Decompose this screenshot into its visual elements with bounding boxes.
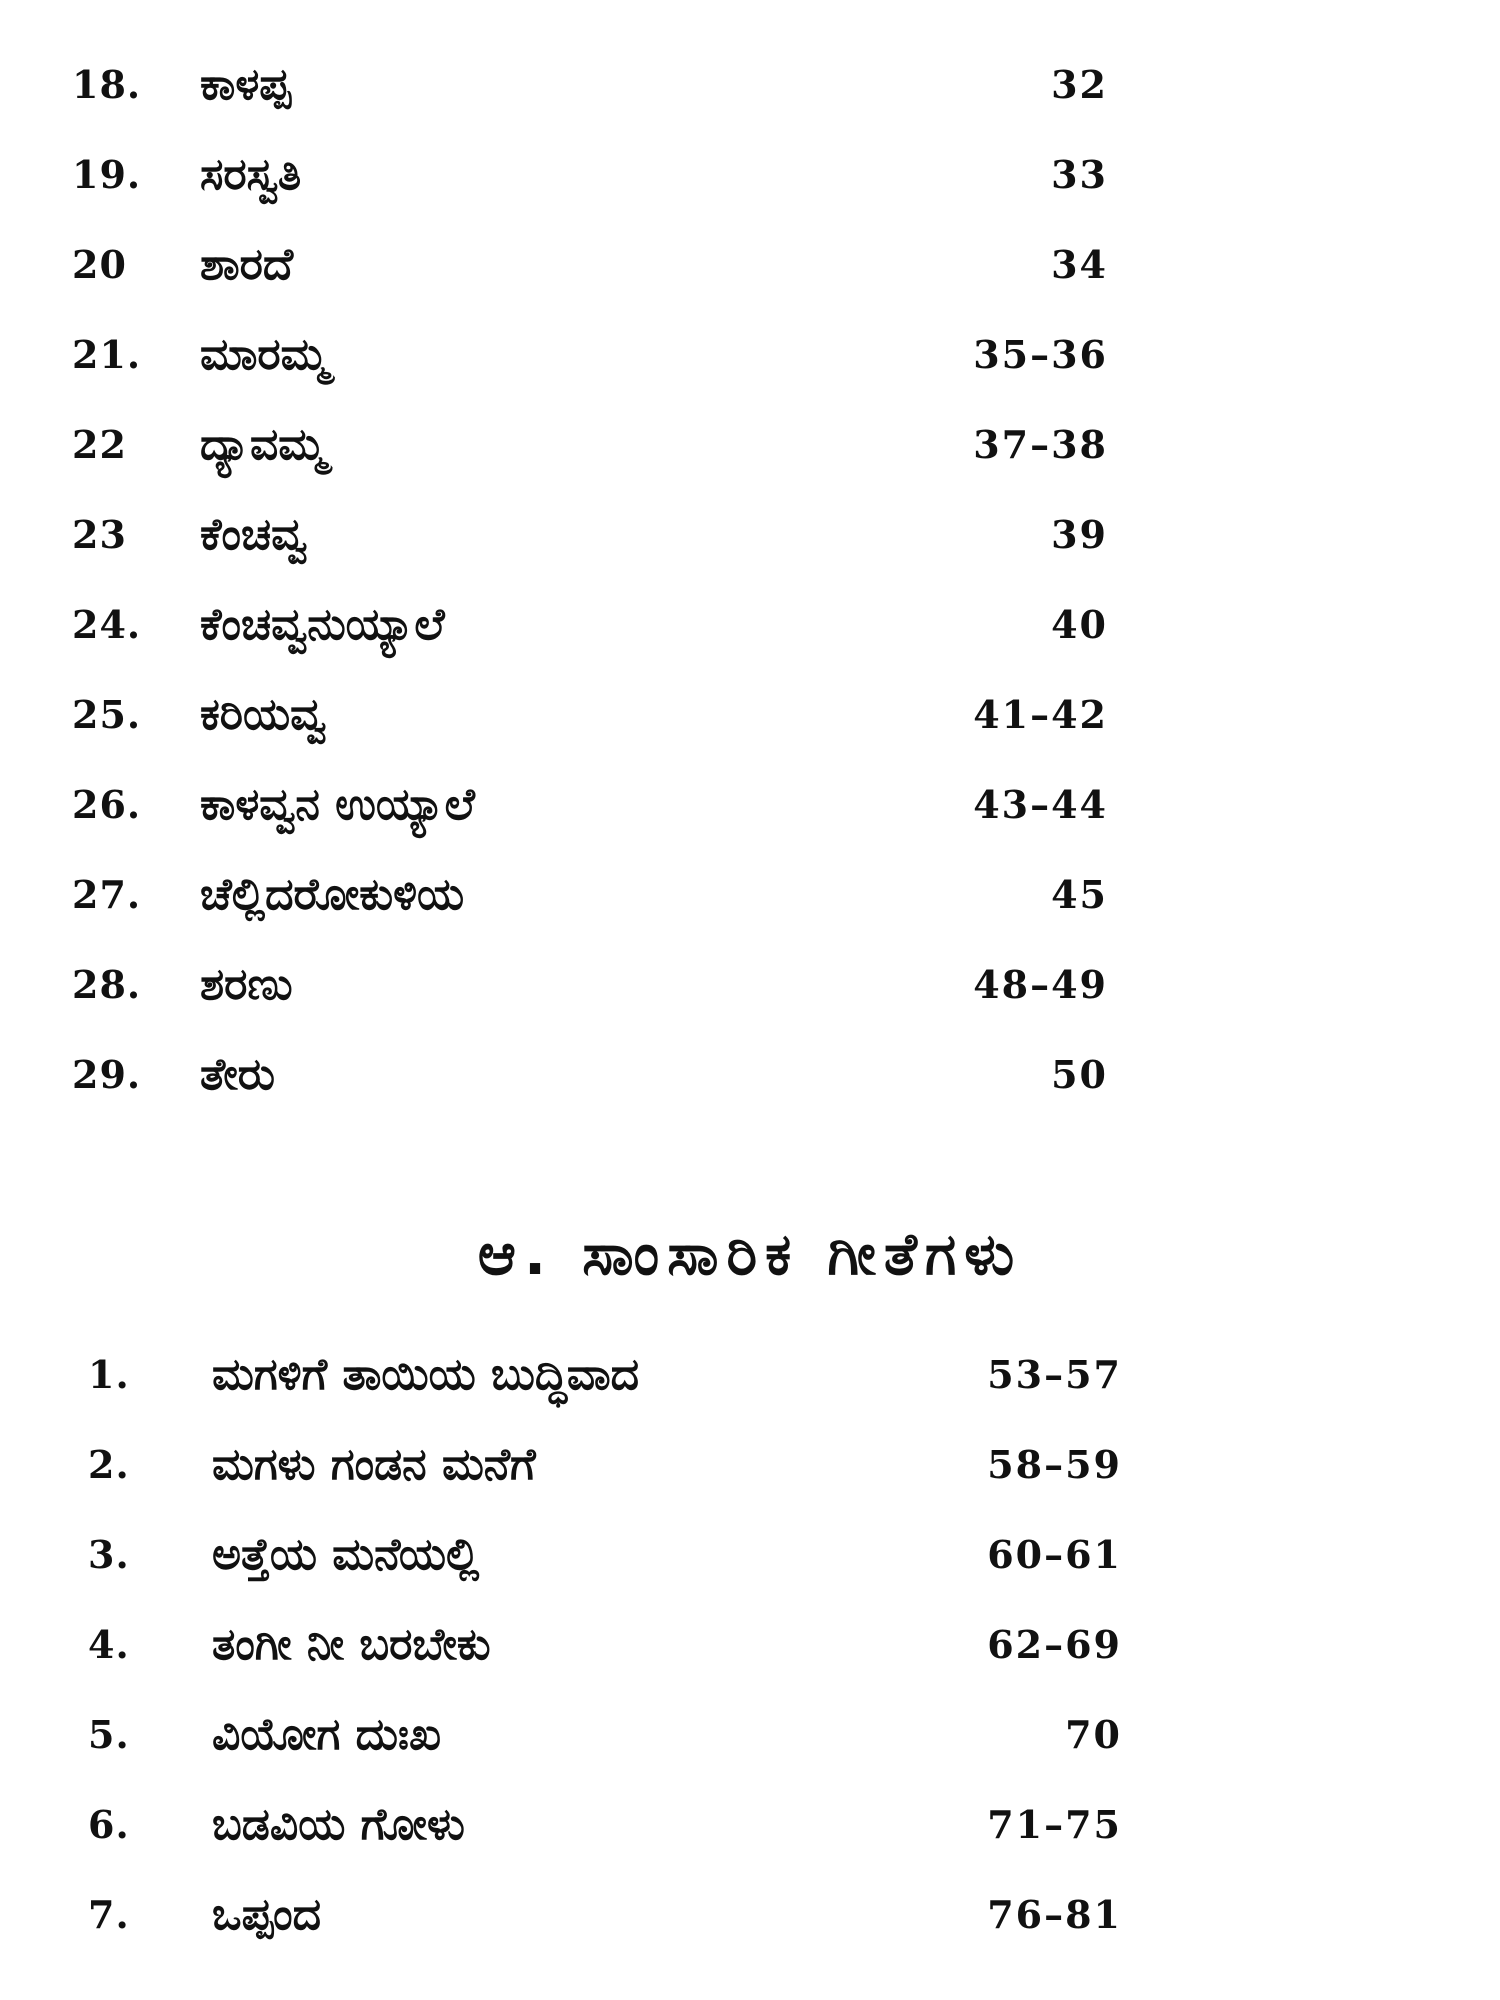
entry-title: ಮಗಳು ಗಂಡನ ಮನೆಗೆ: [212, 1439, 536, 1490]
toc-entry: [0, 945, 1500, 1025]
entry-number: 7.: [88, 1892, 130, 1937]
toc-entry: [0, 45, 1500, 125]
toc-entry: [0, 765, 1500, 845]
entry-title: ಅತ್ತೆಯ ಮನೆಯಲ್ಲಿ: [212, 1529, 480, 1580]
entry-title: ಮಗಳಿಗೆ ತಾಯಿಯ ಬುದ್ಧಿವಾದ: [212, 1349, 640, 1400]
entry-number: 3.: [88, 1532, 130, 1577]
toc-entry: [0, 855, 1500, 935]
entry-pages: 62–69: [987, 1622, 1122, 1667]
entry-title: ಕೆಂಚವ್ವ: [200, 509, 308, 560]
entry-number: 28.: [72, 962, 142, 1007]
entry-number: 4.: [88, 1622, 130, 1667]
entry-number: 22: [72, 422, 127, 467]
entry-number: 6.: [88, 1802, 130, 1847]
entry-pages: 34: [1051, 242, 1108, 287]
entry-pages: 43–44: [973, 782, 1108, 827]
entry-number: 25.: [72, 692, 142, 737]
entry-number: 2.: [88, 1442, 130, 1487]
toc-entry: [0, 1605, 1500, 1685]
entry-title: ಕೆಂಚವ್ವನುಯ್ಯಾಲೆ: [200, 599, 445, 650]
entry-number: 27.: [72, 872, 142, 917]
entry-pages: 71–75: [987, 1802, 1122, 1847]
toc-entry: [0, 495, 1500, 575]
entry-pages: 32: [1051, 62, 1108, 107]
toc-entry: [0, 1875, 1500, 1955]
toc-entry: [0, 1035, 1500, 1115]
entry-pages: 33: [1051, 152, 1108, 197]
toc-entry: [0, 225, 1500, 305]
entry-pages: 58–59: [987, 1442, 1122, 1487]
entry-number: 24.: [72, 602, 142, 647]
entry-number: 29.: [72, 1052, 142, 1097]
entry-pages: 60–61: [987, 1532, 1122, 1577]
entry-title: ಶರಣು: [200, 959, 293, 1010]
entry-title: ದ್ಯಾವಮ್ಮ: [200, 419, 327, 470]
entry-pages: 70: [1065, 1712, 1122, 1757]
toc-entry: [0, 585, 1500, 665]
entry-pages: 50: [1051, 1052, 1108, 1097]
entry-number: 19.: [72, 152, 142, 197]
entry-number: 5.: [88, 1712, 130, 1757]
entry-pages: 76–81: [987, 1892, 1122, 1937]
toc-entry: [0, 315, 1500, 395]
entry-number: 26.: [72, 782, 142, 827]
entry-title: ಬಡವಿಯ ಗೋಳು: [212, 1799, 465, 1850]
toc-entry: [0, 1515, 1500, 1595]
entry-number: 21.: [72, 332, 142, 377]
entry-pages: 37–38: [973, 422, 1108, 467]
section-heading: ಆ. ಸಾಂಸಾರಿಕ ಗೀತೆಗಳು: [477, 1220, 1023, 1288]
entry-pages: 53–57: [987, 1352, 1122, 1397]
toc-entry: [0, 405, 1500, 485]
entry-pages: 45: [1051, 872, 1108, 917]
entry-title: ತಂಗೀ ನೀ ಬರಬೇಕು: [212, 1619, 491, 1670]
entry-pages: 48–49: [973, 962, 1108, 1007]
toc-entry: [0, 135, 1500, 215]
toc-entry: [0, 675, 1500, 755]
entry-title: ಕಾಳವ್ವನ ಉಯ್ಯಾಲೆ: [200, 779, 475, 830]
entry-title: ಮಾರಮ್ಮ: [200, 329, 329, 380]
toc-entry: [0, 1695, 1500, 1775]
entry-title: ತೇರು: [200, 1049, 276, 1100]
entry-title: ಕರಿಯವ್ವ: [200, 689, 327, 740]
entry-title: ಕಾಳಪ್ಪ: [200, 59, 291, 110]
entry-pages: 35–36: [973, 332, 1108, 377]
toc-entry: [0, 1425, 1500, 1505]
entry-number: 23: [72, 512, 127, 557]
entry-number: 20: [72, 242, 127, 287]
entry-pages: 39: [1051, 512, 1108, 557]
entry-pages: 40: [1051, 602, 1108, 647]
entry-pages: 41–42: [973, 692, 1108, 737]
toc-entry: [0, 1785, 1500, 1865]
entry-title: ವಿಯೋಗ ದುಃಖ: [212, 1709, 441, 1760]
entry-title: ಸರಸ್ವತಿ: [200, 149, 302, 200]
entry-title: ಒಪ್ಪಂದ: [212, 1889, 322, 1940]
entry-number: 18.: [72, 62, 142, 107]
entry-number: 1.: [88, 1352, 130, 1397]
entry-title: ಚೆಲ್ಲಿದರೋಕುಳಿಯ: [200, 869, 465, 920]
toc-entry: [0, 1335, 1500, 1415]
entry-title: ಶಾರದೆ: [200, 239, 294, 290]
